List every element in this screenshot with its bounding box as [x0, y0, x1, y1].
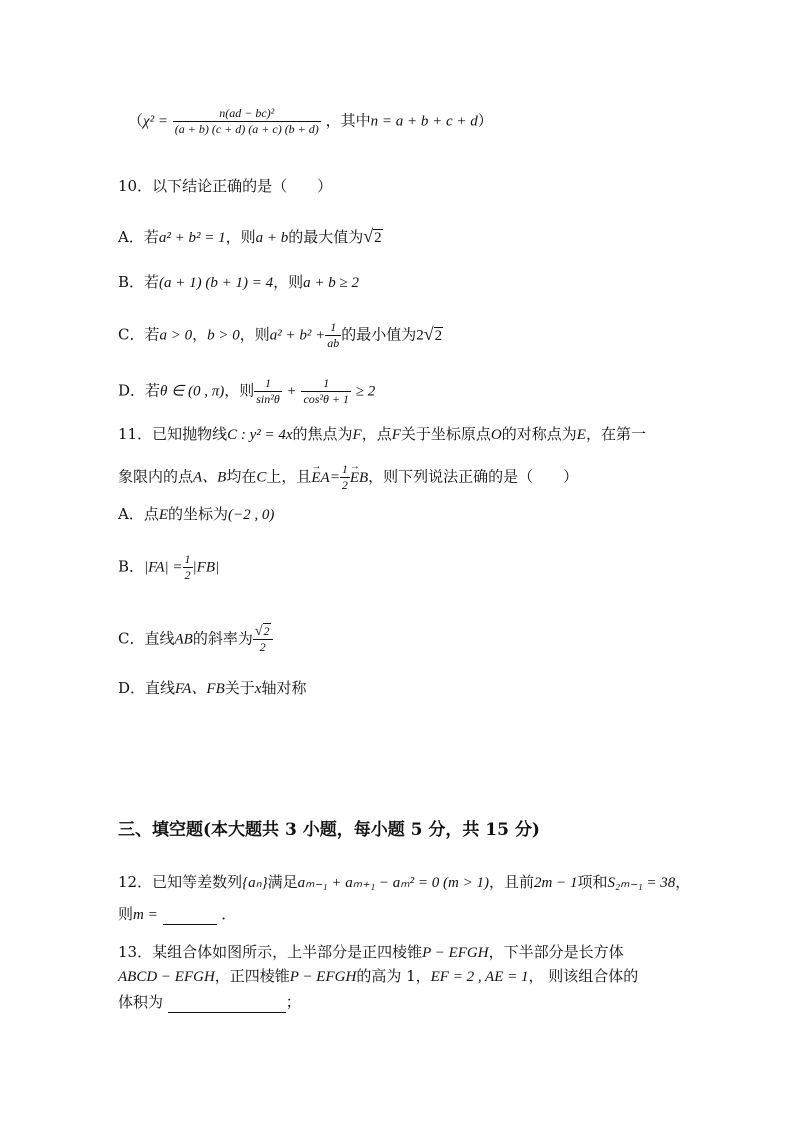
fraction-cos: $\frac{1}{\text{cos²θ + 1}}$ [303, 376, 350, 406]
fraction-sin: $\frac{1}{\text{sin²θ}}$ [256, 376, 280, 406]
fraction-sqrt2-over-2: $\frac{√2}{2}$ [253, 624, 273, 655]
chi-numerator: n(ad − bc)² [173, 106, 321, 122]
q11-stem-line2: 象限内的点A、B均在C上，且→ EA= $\frac{1}{2}$ → EB，则下列说法正确的是（ ） [118, 462, 578, 493]
fraction-half: $\frac{1}{2}$ [184, 552, 191, 582]
q11-option-d: D．直线FA、FB关于x轴对称 [118, 679, 307, 697]
q11-option-b: B．|FA| = $\frac{1}{2}$ |FB| [118, 552, 220, 582]
answer-blank[interactable] [168, 992, 286, 1013]
q10-option-c: C．若a > 0，b > 0，则a² + b² + $\frac{1}{ab}$ 的最小值为2√2 [118, 320, 443, 350]
q10-stem: 10．以下结论正确的是（ ） [118, 177, 333, 195]
sqrt-symbol: √2 [423, 323, 443, 344]
q11-option-a: A．点E的坐标为(−2 , 0) [118, 505, 275, 523]
q12-line2: 则m = ． [118, 905, 237, 923]
section-3-heading: 三、填空题(本大题共 3 小题，每小题 5 分，共 15 分) [118, 820, 540, 840]
answer-blank[interactable] [163, 904, 217, 925]
chi-square-formula: （χ² = $\frac{\text{n(ad − bc)²}}{(a + b) (c + d) (a + c) (b + d)}$ ，其中n = a + b + c + d） [128, 106, 493, 136]
fraction: $\frac{1}{ab}$ [327, 320, 340, 350]
sqrt-symbol: √2 [363, 226, 382, 246]
vector-ea: → EA [311, 468, 329, 488]
fraction-half: $\frac{1}{2}$ [341, 462, 348, 492]
q13-line2: ABCD − EFGH，正四棱锥P − EFGH的高为 1，EF = 2 , AE = 1， 则该组合体的 [118, 967, 639, 985]
q10-option-b: B．若(a + 1) (b + 1) = 4，则a + b ≥ 2 [118, 273, 360, 291]
vector-eb: → EB [350, 468, 368, 488]
q13-line1: 13．某组合体如图所示，上半部分是正四棱锥P − EFGH，下半部分是长方体 [118, 943, 624, 961]
q10-option-a: A．若a² + b² = 1，则a + b的最大值为√2 [118, 226, 382, 246]
chi-n-def: n = a + b + c + d [370, 113, 478, 130]
q10-option-d: D．若θ ∈ (0 , π)，则 $\frac{1}{\text{sin²θ}}$ + $\frac{1}{\text{cos²θ + 1}}$ ≥ 2 [118, 376, 376, 406]
q11-option-c: C．直线AB的斜率为 $\frac{√2}{2}$ [118, 624, 273, 655]
sqrt-symbol: √2 [254, 624, 270, 639]
q11-stem-line1: 11．已知抛物线C : y² = 4x的焦点为F，点F关于坐标原点O的对称点为E，在第一 [118, 425, 646, 443]
q13-line3: 体积为 ； [118, 993, 301, 1011]
chi-denominator: (a + b) (c + d) (a + c) (b + d) [174, 122, 319, 136]
chi-square-fraction [173, 106, 321, 137]
q12-line1: 12．已知等差数列{aₙ}满足aₘ₋₁ + aₘ₊₁ − aₘ² = 0 (m > 1)，且前2m − 1项和S₂ₘ₋₁ = 38， [118, 873, 691, 891]
